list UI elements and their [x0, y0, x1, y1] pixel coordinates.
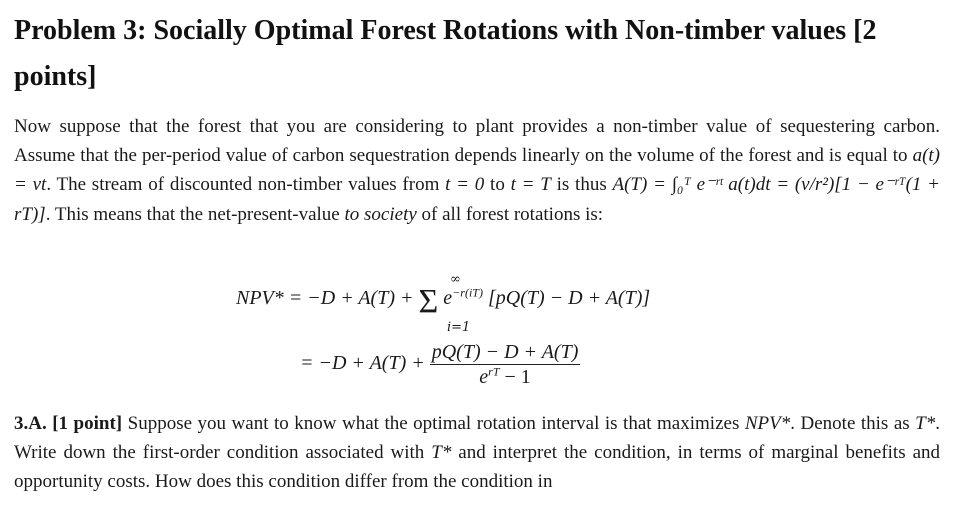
problem-intro-paragraph — [14, 112, 940, 229]
eq2-fraction — [430, 340, 581, 389]
eq1-exponent: −r(iT) — [452, 285, 483, 300]
q3a-tstar-2: T* — [431, 442, 452, 464]
eq2-den-base: e — [479, 366, 489, 388]
eq2-lhs: = −D + A(T) + — [300, 352, 425, 375]
q3a-npv: NPV* — [744, 413, 791, 434]
npv-equation-line-1 — [236, 285, 650, 319]
eq1-lhs: NPV* = −D + A(T) + — [236, 287, 414, 309]
intro-text-3: to — [484, 174, 511, 196]
question-3a-paragraph — [14, 409, 940, 497]
eq2-denominator — [430, 365, 581, 389]
sum-upper-limit: ∞ — [450, 272, 461, 287]
q3a-text-4: and interpret the condition, in terms of marginal benefits and opportunity costs. How does this condition differ from the condition in — [14, 442, 940, 493]
eq1-bracket-term: [pQ(T) − D + A(T)] — [487, 287, 651, 309]
q3a-text-3: . Write down the first-order condition associated with — [14, 413, 940, 464]
sum-lower-limit: i=1 — [447, 320, 471, 335]
intro-text-5a: . This means that the net-present-value — [45, 203, 345, 225]
q3a-text-2: . Denote this as — [790, 413, 916, 434]
intro-text-5c: of all forest rotations is: — [416, 203, 604, 225]
math-t0: t = 0 — [445, 174, 485, 196]
eq1-exp-base: e — [443, 287, 453, 309]
q3a-tstar: T* — [915, 413, 936, 434]
math-A-definition: A(T) = ∫₀ᵀ e⁻ʳᵗ a(t)dt = (v/r²)[1 − e⁻ʳᵀ(1 + rT)] — [14, 174, 940, 225]
eq2-den-rest: − 1 — [499, 366, 531, 388]
intro-text-2: . The stream of discounted non-timber values from — [46, 174, 446, 196]
intro-text-4: is thus — [550, 174, 613, 196]
question-3a-label: 3.A. [1 point] — [14, 413, 123, 434]
intro-text-1: Now suppose that the forest that you are considering to plant provides a non-timber value of sequestering carbon. Assume that the per-period value of carbon sequestration depends linearly on the volume of the forest and is equal to — [14, 116, 940, 167]
intro-text-5b: to society — [344, 203, 417, 225]
q3a-text-1: Suppose you want to know what the optimal rotation interval is that maximizes — [122, 413, 745, 434]
problem-title: Problem 3: Socially Optimal Forest Rotations with Non-timber values [2 points] — [14, 15, 877, 92]
eq2-numerator: pQ(T) − D + A(T) — [431, 341, 579, 363]
npv-equation-line-2 — [300, 340, 580, 389]
summation-sign: Σ — [418, 283, 439, 320]
eq2-den-exponent: rT — [488, 364, 500, 379]
math-tT: t = T — [510, 174, 551, 196]
math-a-t: a(t) = vt — [14, 145, 940, 196]
